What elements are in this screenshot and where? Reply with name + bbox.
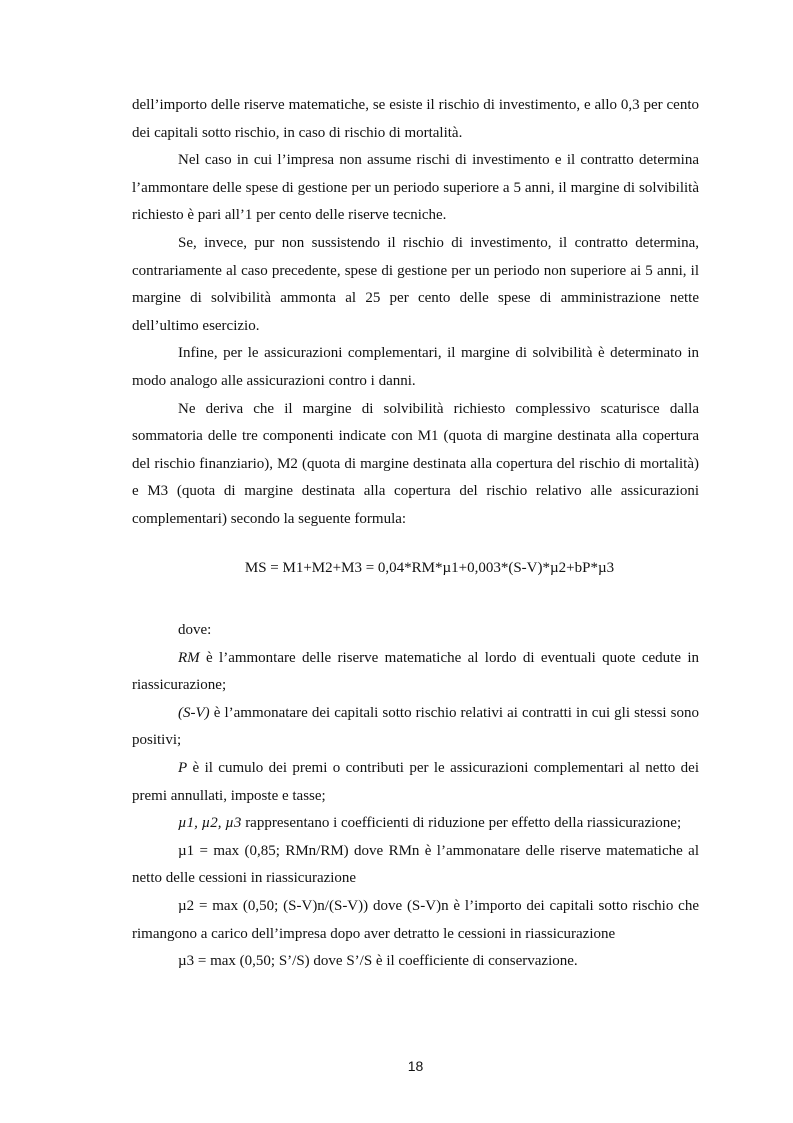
definition-term: P	[178, 759, 188, 776]
definition-text: è il cumulo dei premi o contributi per le assicurazioni complementari al netto dei premi annullati, imposte e tasse;	[132, 759, 699, 804]
paragraph: dell’importo delle riserve matematiche, se esiste il rischio di investimento, e allo 0,3 per cento dei capitali sotto rischio, in caso di rischio di mortalità.	[132, 97, 699, 141]
paragraph: Ne deriva che il margine di solvibilità richiesto complessivo scaturisce dalla sommatoria delle tre componenti indicate con M1 (quota di margine destinata alla copertura del rischio finanziario), M2 (quota di margine destinata alla copertura del rischio di mortalità) e M3 (quota di margine destinata alla copertura del rischio relativo alle assicurazioni complementari) secondo la seguente formula:	[132, 400, 699, 527]
paragraph: Infine, per le assicurazioni complementari, il margine di solvibilità è determinato in modo analogo alle assicurazioni contro i danni.	[132, 345, 699, 389]
page-number: 18	[407, 1058, 424, 1074]
definition-text: è l’ammonatare dei capitali sotto rischio relativi ai contratti in cui gli stessi sono positivi;	[132, 704, 699, 749]
paragraph: Nel caso in cui l’impresa non assume rischi di investimento e il contratto determina l’ammontare delle spese di gestione per un periodo superiore a 5 anni, il margine di solvibilità richiesto è pari all’1 per cento delle riserve tecniche.	[132, 152, 699, 224]
definition-text: rappresentano i coefficienti di riduzione per effetto della riassicurazione;	[241, 815, 682, 832]
dove-label: dove:	[178, 622, 212, 638]
mu3-line: µ3 = max (0,50; S’/S) dove S’/S è il coefficiente di conservazione.	[178, 953, 578, 970]
mu2-line: µ2 = max (0,50; (S-V)n/(S-V)) dove (S-V)n è l’importo dei capitali sotto rischio che rimangono a carico dell’impresa dopo aver detratto le cessioni in riassicurazione	[132, 897, 699, 942]
definition-mu	[132, 810, 699, 838]
paragraph: Se, invece, pur non sussistendo il rischio di investimento, il contratto determina, contrariamente al caso precedente, spese di gestione per un periodo non superiore ai 5 anni, il margine di solvibilità ammonta al 25 per cento delle spese di amministrazione nette dell’ultimo esercizio.	[132, 234, 699, 334]
definition-text: è l’ammontare delle riserve matematiche al lordo di eventuali quote cedute in riassicurazione;	[132, 649, 699, 694]
body-text-top	[132, 92, 699, 534]
definition-term: (S-V)	[178, 704, 210, 721]
solvency-margin-formula: MS = M1+M2+M3 = 0,04*RM*µ1+0,003*(S-V)*µ2+bP*µ3	[244, 560, 615, 576]
definition-term: µ1, µ2, µ3	[178, 815, 242, 832]
definition-p	[132, 755, 699, 810]
mu1-line: µ1 = max (0,85; RMn/RM) dove RMn è l’ammonatare delle riserve matematiche al netto delle cessioni in riassicurazione	[132, 842, 699, 887]
definition-rm	[132, 645, 699, 700]
body-text-bottom	[132, 617, 699, 976]
definition-sv	[132, 700, 699, 755]
definition-term: RM	[178, 649, 200, 666]
